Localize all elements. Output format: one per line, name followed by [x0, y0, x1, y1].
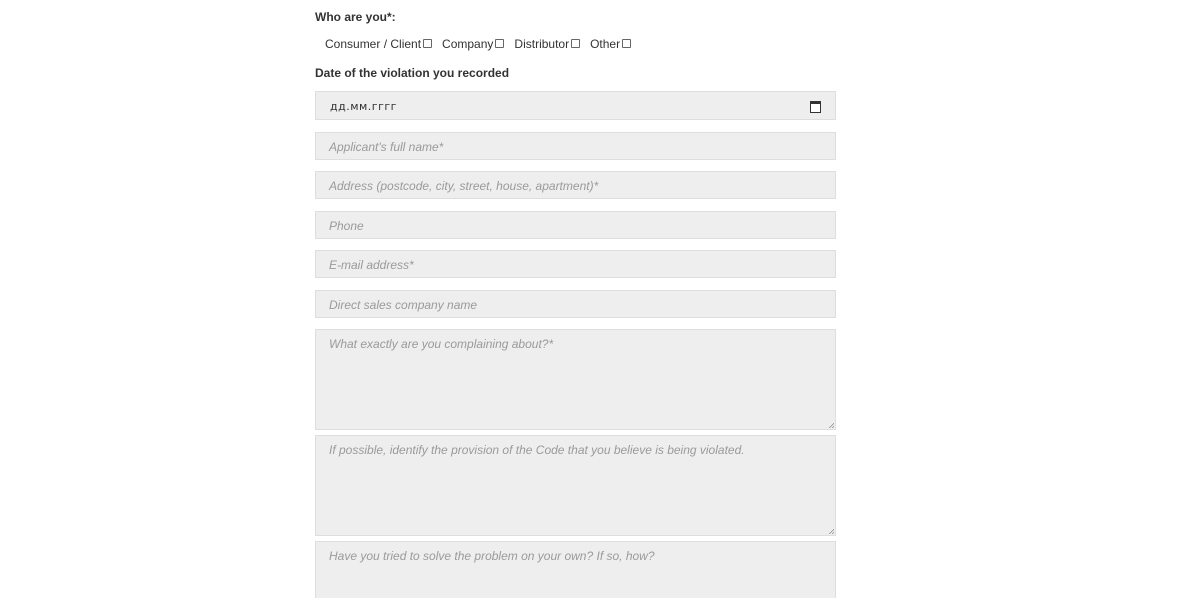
- role-option-label: Company: [442, 37, 494, 51]
- calendar-icon[interactable]: [810, 101, 821, 113]
- role-option-label: Distributor: [514, 37, 570, 51]
- full-name-placeholder: Applicant's full name*: [329, 140, 444, 154]
- role-option-label: Consumer / Client: [325, 37, 422, 51]
- consumer-checkbox[interactable]: [423, 39, 432, 48]
- violation-date-label: Date of the violation you recorded: [315, 66, 510, 80]
- role-option-distributor[interactable]: [514, 37, 580, 51]
- email-placeholder: E-mail address*: [329, 258, 414, 272]
- violation-date-input[interactable]: [315, 91, 836, 120]
- address-input[interactable]: [315, 171, 836, 199]
- resize-handle-icon[interactable]: [828, 422, 834, 428]
- role-option-company[interactable]: [442, 37, 504, 51]
- code-provision-textarea[interactable]: [315, 435, 836, 536]
- date-value: дд.мм.гггг: [330, 100, 397, 113]
- distributor-checkbox[interactable]: [571, 39, 580, 48]
- address-placeholder: Address (postcode, city, street, house, apartment)*: [329, 179, 599, 193]
- complaint-placeholder: What exactly are you complaining about?*: [329, 337, 554, 351]
- role-option-other[interactable]: [590, 37, 631, 51]
- company-name-input[interactable]: [315, 290, 836, 318]
- company-checkbox[interactable]: [495, 39, 504, 48]
- role-option-consumer[interactable]: [325, 37, 432, 51]
- phone-input[interactable]: [315, 211, 836, 239]
- resize-handle-icon[interactable]: [828, 528, 834, 534]
- who-are-you-label: Who are you*:: [315, 10, 396, 24]
- role-option-label: Other: [590, 37, 621, 51]
- code-provision-placeholder: If possible, identify the provision of the Code that you believe is being violated.: [329, 443, 745, 457]
- phone-placeholder: Phone: [329, 219, 364, 233]
- full-name-input[interactable]: [315, 132, 836, 160]
- other-checkbox[interactable]: [622, 39, 631, 48]
- company-name-placeholder: Direct sales company name: [329, 298, 478, 312]
- complaint-textarea[interactable]: [315, 329, 836, 430]
- email-input[interactable]: [315, 250, 836, 278]
- role-options: [325, 37, 641, 51]
- self-solve-textarea[interactable]: [315, 541, 836, 598]
- self-solve-placeholder: Have you tried to solve the problem on your own? If so, how?: [329, 549, 655, 563]
